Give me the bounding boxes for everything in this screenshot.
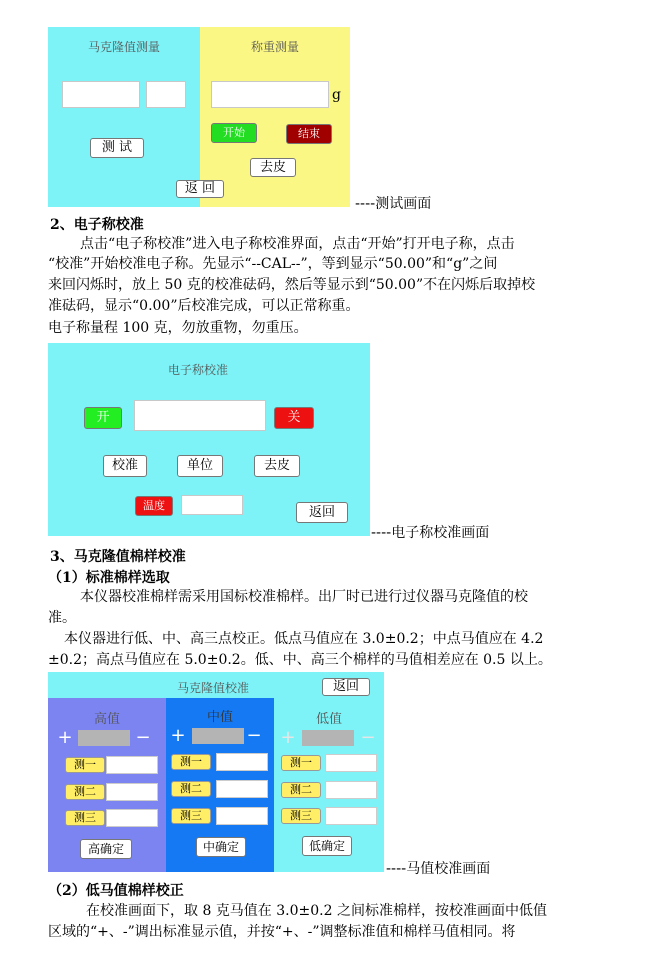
mic-screen-caption: ----马值校准画面 (386, 861, 491, 877)
section3-sub1: （1）标准棉样选取 (48, 570, 170, 586)
test-button[interactable]: 测 试 (90, 138, 144, 158)
high-plus-icon[interactable]: + (57, 727, 73, 748)
test-screen (48, 27, 350, 207)
section3-para1-line-1: 本仪器校准棉样需采用国标校准棉样。出厂时已进行过仪器马克隆值的校 (80, 589, 528, 605)
high-minus-icon[interactable]: − (135, 727, 151, 748)
mic-measure-title: 马克隆值测量 (87, 40, 160, 54)
mid-test2-button[interactable]: 测二 (171, 781, 211, 797)
scale-off-button[interactable]: 关 (274, 407, 314, 429)
scale-tare-button[interactable]: 去皮 (254, 455, 300, 477)
section3-para1-line-2: 准。 (48, 610, 76, 626)
low-value-field (302, 730, 354, 746)
back-button[interactable]: 返 回 (176, 180, 224, 198)
high-test1-field (106, 756, 158, 774)
high-test2-button[interactable]: 测二 (65, 784, 105, 800)
low-value-label: 低值 (315, 712, 342, 727)
mid-plus-icon[interactable]: + (170, 725, 186, 746)
section3-sub2: （2）低马值棉样校正 (48, 883, 184, 899)
scale-back-button[interactable]: 返回 (296, 502, 348, 523)
mic-calibration-title: 马克隆值校准 (176, 681, 249, 695)
high-test3-button[interactable]: 测三 (65, 810, 105, 826)
section3b-line-2: 区域的“+、-”调出标准显示值，并按“+、-”调整标准值和棉样马值相同。将 (48, 924, 516, 940)
low-test3-field (325, 807, 377, 825)
end-button[interactable]: 结束 (286, 124, 332, 144)
low-minus-icon[interactable]: − (360, 727, 376, 748)
section2-heading: 2、电子称校准 (50, 217, 144, 233)
low-plus-icon[interactable]: + (280, 727, 296, 748)
temperature-button[interactable]: 温度 (135, 496, 173, 516)
low-test3-button[interactable]: 测三 (281, 808, 321, 824)
tare-button[interactable]: 去皮 (250, 158, 296, 177)
scale-calibrate-button[interactable]: 校准 (103, 455, 147, 477)
low-test2-button[interactable]: 测二 (281, 782, 321, 798)
temperature-field[interactable] (181, 495, 243, 515)
low-test1-button[interactable]: 测一 (281, 755, 321, 771)
start-button[interactable]: 开始 (211, 123, 257, 143)
section2-note: 电子称量程 100 克，勿放重物，勿重压。 (48, 320, 308, 336)
high-confirm-button[interactable]: 高确定 (80, 839, 132, 859)
high-value-label: 高值 (93, 712, 120, 727)
mid-minus-icon[interactable]: − (246, 725, 262, 746)
low-value-column (274, 698, 384, 872)
section3-para2-line-1: 本仪器进行低、中、高三点校正。低点马值应在 3.0±0.2；中点马值应在 4.2 (64, 631, 544, 647)
scale-display-field[interactable] (134, 400, 266, 431)
section3-heading: 3、马克隆值棉样校准 (50, 549, 186, 565)
test-screen-caption: ----测试画面 (355, 196, 432, 212)
high-test3-field (106, 809, 158, 827)
scale-screen (48, 343, 370, 536)
scale-unit-button[interactable]: 单位 (177, 455, 223, 477)
low-confirm-button[interactable]: 低确定 (302, 836, 352, 856)
high-value-column (48, 698, 166, 872)
weight-measure-title: 称重测量 (250, 40, 299, 54)
scale-screen-title: 电子称校准 (167, 363, 228, 377)
mid-test3-button[interactable]: 测三 (171, 808, 211, 824)
section2-line-1: 点击“电子称校准”进入电子称校准界面，点击“开始”打开电子称，点击 (80, 236, 515, 252)
mid-test2-field (216, 780, 268, 798)
high-value-field (78, 730, 130, 746)
high-test1-button[interactable]: 测一 (65, 757, 105, 773)
mid-test1-button[interactable]: 测一 (171, 754, 211, 770)
mic-back-button[interactable]: 返回 (322, 678, 370, 696)
section2-line-3: 来回闪烁时，放上 50 克的校准砝码，然后等显示到“50.00”不在闪烁后取掉校 (48, 277, 536, 293)
section2-line-4: 准砝码，显示“0.00”后校准完成，可以正常称重。 (48, 298, 360, 314)
mid-test1-field (216, 753, 268, 771)
section2-line-2: “校准”开始校准电子称。先显示“--CAL--”，等到显示“50.00”和“g”之间 (48, 256, 498, 272)
low-test1-field (325, 754, 377, 772)
weight-field[interactable] (211, 81, 329, 108)
low-test2-field (325, 781, 377, 799)
section3b-line-1: 在校准画面下，取 8 克马值在 3.0±0.2 之间标准棉样，按校准画面中低值 (86, 903, 547, 919)
mid-value-field (192, 728, 244, 744)
section3-para2-line-2: ±0.2；高点马值应在 5.0±0.2。低、中、高三个棉样的马值相差应在 0.5 以上。 (48, 652, 552, 668)
mid-value-column (166, 698, 274, 872)
mid-value-label: 中值 (206, 710, 233, 725)
mid-test3-field (216, 807, 268, 825)
mic-aux-field[interactable] (146, 81, 186, 108)
mic-calibration-screen (48, 672, 384, 872)
mid-confirm-button[interactable]: 中确定 (196, 837, 246, 857)
high-test2-field (106, 783, 158, 801)
mic-value-field[interactable] (62, 81, 140, 108)
weight-unit: g (332, 87, 341, 103)
scale-screen-caption: ----电子称校准画面 (371, 525, 490, 541)
scale-on-button[interactable]: 开 (84, 407, 122, 429)
